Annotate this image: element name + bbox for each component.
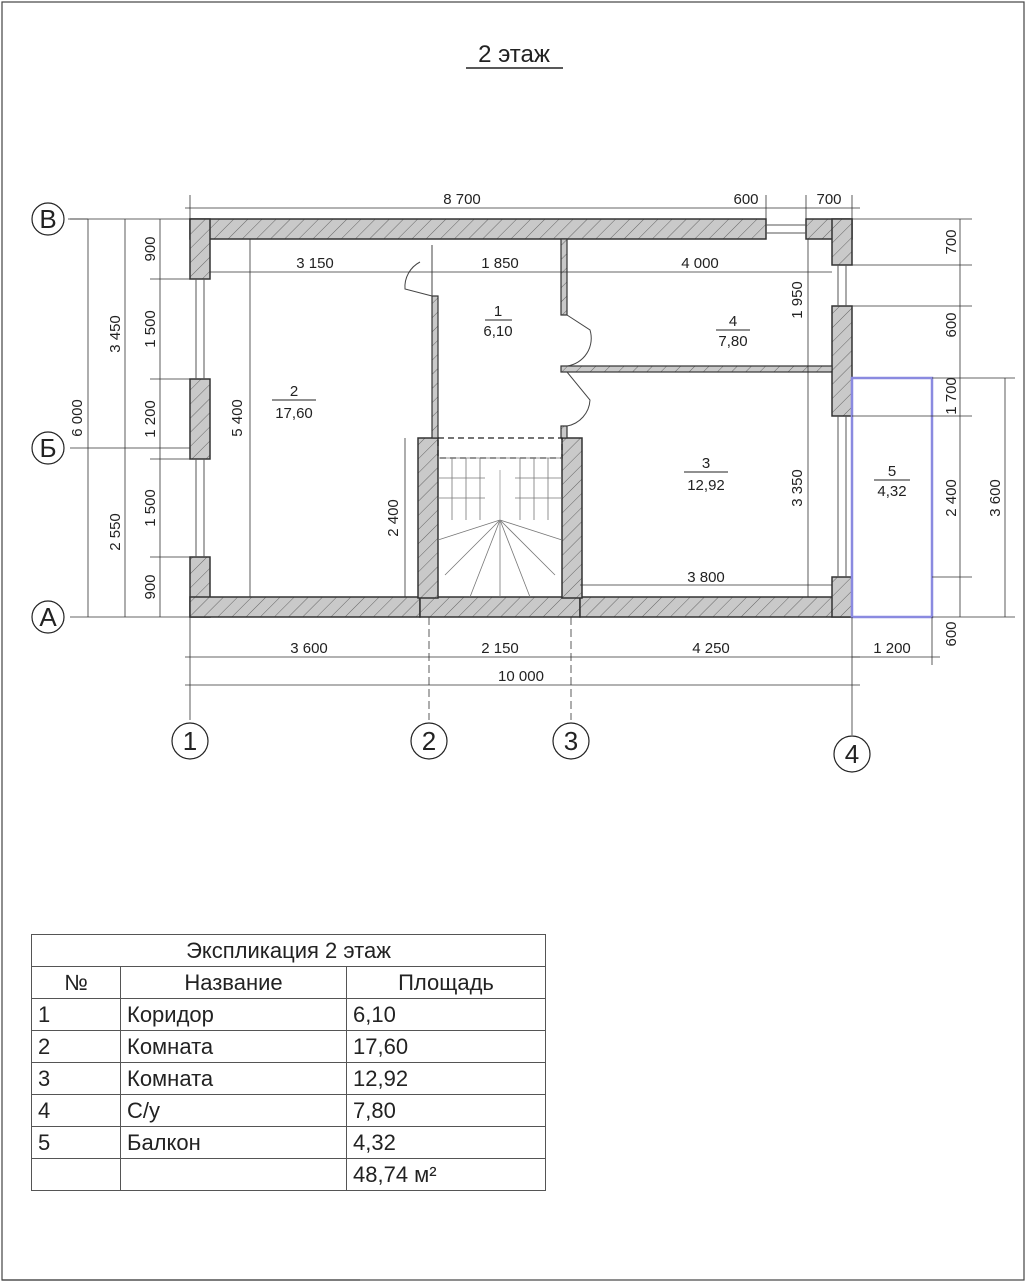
wall-right-mid (832, 306, 852, 416)
dim-left-900-top: 900 (142, 236, 159, 262)
partition-wc (561, 366, 832, 372)
partition-corridor-right-top (561, 239, 567, 315)
dim-bottom-4250: 4 250 (692, 640, 730, 657)
dim-left-1500-top: 1 500 (142, 310, 159, 348)
dim-bottom-3600: 3 600 (290, 640, 328, 657)
row-number: 3 (32, 1063, 121, 1095)
door-room-3 (567, 372, 590, 426)
wall-bottom-3 (580, 597, 852, 617)
dim-right-3600: 3 600 (987, 479, 1004, 517)
row-area: 7,80 (347, 1095, 546, 1127)
row-area: 12,92 (347, 1063, 546, 1095)
table-row (32, 1095, 546, 1127)
row-name: Комната (121, 1031, 347, 1063)
dim-right-700: 700 (943, 229, 960, 255)
dim-1950: 1 950 (789, 281, 806, 319)
wall-bottom-1 (190, 597, 420, 617)
dim-bottom-2150: 2 150 (481, 640, 519, 657)
axis-label-2: 2 (421, 726, 437, 756)
row-name: Коридор (121, 999, 347, 1031)
room-5-number: 5 (887, 463, 897, 480)
wall-bottom-2 (420, 597, 580, 617)
door-room-4 (567, 315, 591, 366)
explication-caption: Экспликация 2 этаж (32, 935, 546, 967)
col-header-area: Площадь (347, 967, 546, 999)
dim-1850: 1 850 (481, 255, 519, 272)
table-row (32, 999, 546, 1031)
room-3-area: 12,92 (687, 477, 725, 494)
dim-top-8700: 8 700 (443, 191, 481, 208)
room-4-area: 7,80 (718, 333, 748, 350)
explication-table (31, 934, 546, 1191)
dim-left-3450: 3 450 (107, 315, 124, 353)
windows (196, 225, 846, 577)
partition-corridor-left (432, 296, 438, 438)
axis-markers (32, 203, 870, 772)
dim-2400: 2 400 (385, 499, 402, 537)
room-1-number: 1 (493, 303, 503, 320)
door-room-2 (405, 262, 432, 296)
dim-5400: 5 400 (229, 399, 246, 437)
room-5-area: 4,32 (877, 483, 907, 500)
row-name: Комната (121, 1063, 347, 1095)
row-area: 4,32 (347, 1127, 546, 1159)
wall-right-bottom (832, 577, 852, 617)
staircase (438, 438, 562, 597)
dim-3350: 3 350 (789, 469, 806, 507)
table-row (32, 1031, 546, 1063)
room-1-area: 6,10 (483, 323, 513, 340)
room-3-number: 3 (701, 455, 711, 472)
wall-stair-left (418, 438, 438, 598)
stair-landing (438, 438, 562, 458)
row-number: 4 (32, 1095, 121, 1127)
wall-right-top (832, 219, 852, 265)
dim-right-2400: 2 400 (943, 479, 960, 517)
dim-left-1200: 1 200 (142, 400, 159, 438)
total-area: 48,74 м² (347, 1159, 546, 1191)
dim-right-1700: 1 700 (943, 377, 960, 415)
axis-label-4: 4 (844, 739, 860, 769)
dim-top-700: 700 (816, 191, 842, 208)
axis-label-3: 3 (563, 726, 579, 756)
axis-label-a: А (39, 602, 57, 632)
dim-bottom-1200: 1 200 (873, 640, 911, 657)
dim-total-10000: 10 000 (498, 668, 544, 685)
dim-left-900-bottom: 900 (142, 574, 159, 600)
dim-right-600-top: 600 (943, 312, 960, 338)
row-number: 2 (32, 1031, 121, 1063)
dim-top-600: 600 (733, 191, 759, 208)
dim-3150: 3 150 (296, 255, 334, 272)
room-2-area: 17,60 (275, 405, 313, 422)
total-row (32, 1159, 546, 1191)
dim-left-6000: 6 000 (69, 399, 86, 437)
room-4-number: 4 (728, 313, 738, 330)
col-header-number: № (32, 967, 121, 999)
table-row (32, 1127, 546, 1159)
table-row (32, 1063, 546, 1095)
row-number: 1 (32, 999, 121, 1031)
dim-3800: 3 800 (687, 569, 725, 586)
wall-stair-right (562, 438, 582, 598)
explication-header-row (32, 967, 546, 999)
row-name: С/у (121, 1095, 347, 1127)
dim-left-1500-bottom: 1 500 (142, 489, 159, 527)
page-title: 2 этаж (478, 41, 550, 68)
row-number: 5 (32, 1127, 121, 1159)
dim-right-600-bottom: 600 (943, 621, 960, 647)
wall-left-top (190, 219, 210, 279)
row-area: 6,10 (347, 999, 546, 1031)
row-name: Балкон (121, 1127, 347, 1159)
row-area: 17,60 (347, 1031, 546, 1063)
dim-4000: 4 000 (681, 255, 719, 272)
col-header-name: Название (121, 967, 347, 999)
dim-left-2550: 2 550 (107, 513, 124, 551)
axis-label-b: Б (39, 433, 57, 463)
axis-label-1: 1 (182, 726, 198, 756)
room-2-number: 2 (289, 383, 299, 400)
axis-label-v: В (39, 204, 57, 234)
wall-top (190, 219, 766, 239)
wall-left-mid (190, 379, 210, 459)
